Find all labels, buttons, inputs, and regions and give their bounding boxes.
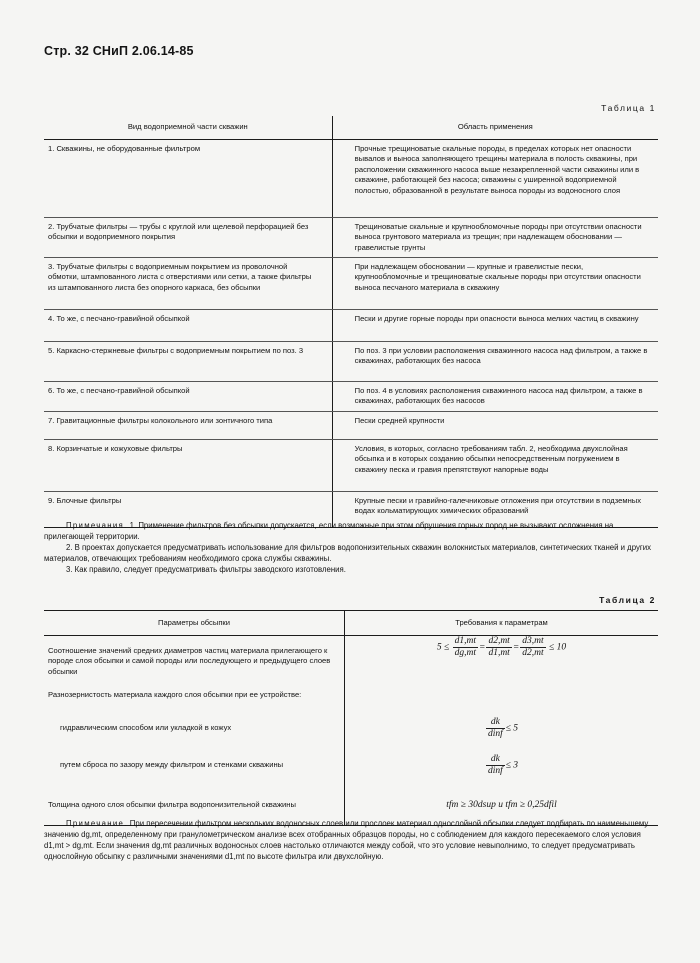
table-row <box>44 140 658 218</box>
requirement-formula-1: 5 ≤ $\frac{d1,mt}{dg,mt}$ = $\frac{d2,mt}{d1,mt}$ = $\frac{d3,mt}{d2,mt}$ ≤ 10 <box>436 636 567 658</box>
application-cell: При надлежащем обосновании — крупные и гравелистые пески, крупнообломочные и трещиноватые скальные породы при отсутствии опасности выноса песчаного материала в скважину <box>332 258 658 310</box>
filter-type-cell: 3. Трубчатые фильтры с водоприемным покрытием из проволочной обмотки, штампованного листа с отверстиями или сетки, а также фильтры из штампованного листа без опорного каркаса, без обсыпки <box>44 258 332 310</box>
table2-note <box>44 818 658 862</box>
table1 <box>44 116 658 528</box>
table-row <box>44 342 658 382</box>
application-cell: Трещиноватые скальные и крупнообломочные породы при отсутствии опасности выноса грунтового материала из трещин; при надлежащем обосновании — гравелистые грунты <box>332 218 658 258</box>
param-cell: Толщина одного слоя обсыпки фильтра водопонизительной скважины <box>44 786 345 826</box>
note-label: Примечание. <box>66 819 128 828</box>
application-cell: Пески и другие горные породы при опасности выноса мелких частиц в скважину <box>332 310 658 342</box>
param-cell: гидравлическим способом или укладкой в кожух <box>44 712 345 746</box>
filter-type-cell: 7. Гравитационные фильтры колокольного или зонтичного типа <box>44 412 332 440</box>
table1-col1-header: Вид водоприемной части скважин <box>44 116 332 140</box>
table1-col2-header: Область применения <box>332 116 658 140</box>
filter-type-cell: 1. Скважины, не оборудованные фильтром <box>44 140 332 218</box>
table2 <box>44 610 658 826</box>
requirement-formula-3: $\frac{dk}{\text{dinf}}$ ≤ 3 <box>487 754 519 776</box>
param-cell: Соотношение значений средних диаметров частиц материала прилегающего к породе слоя обсыпки и самой породы или последующего и предыдущего слоев обсыпки <box>44 636 345 684</box>
filter-type-cell: 5. Каркасно-стержневые фильтры с водоприемным покрытием по поз. 3 <box>44 342 332 382</box>
application-cell: Прочные трещиноватые скальные породы, в пределах которых нет опасности вывалов и выноса заполняющего трещины материала в полость скважины, при расположении скважинного насоса выше незакрепленной части скважины или в скважине, работающей без насоса; скважины с уширенной водоприемной полостью, образованной в результате выноса породы из водоносного слоя <box>332 140 658 218</box>
application-cell: Условия, в которых, согласно требованиям табл. 2, необходима двухслойная обсыпка и в которых созданию обсыпки непосредственным погружением в скважину песка и гравия препятствуют напорные воды <box>332 440 658 492</box>
note-1 <box>44 520 658 542</box>
notes-label: Примечания. <box>66 521 128 530</box>
table-row <box>44 440 658 492</box>
filter-type-cell: 4. То же, с песчано-гравийной обсыпкой <box>44 310 332 342</box>
table-row <box>44 636 658 684</box>
application-cell: Пески средней крупности <box>332 412 658 440</box>
filter-type-cell: 8. Корзинчатые и кожуховые фильтры <box>44 440 332 492</box>
requirement-formula-4: tfm ≥ 30dsup и tfm ≥ 0,25dfil <box>345 786 659 826</box>
note-2: 2. В проектах допускается предусматривать использование для фильтров водопонизительных скважин волокнистых материалов, синтетических тканей и других материалов, отвечающих требованиям необходимого срока службы скважины. <box>44 543 651 563</box>
filter-type-cell: 2. Трубчатые фильтры — трубы с круглой или щелевой перфорацией без обсыпки и водоприемного покрытия <box>44 218 332 258</box>
requirement-formula-2: $\frac{dk}{\text{dinf}}$ ≤ 5 <box>487 717 519 739</box>
table-row <box>44 746 658 786</box>
table1-caption: Таблица 1 <box>601 103 656 113</box>
note-1-text: 1. Применение фильтров без обсыпки допускается, если возможные при этом обрушения горных пород не вызывают осложнения на прилегающей территории. <box>44 521 614 541</box>
filter-type-cell: 6. То же, с песчано-гравийной обсыпкой <box>44 382 332 412</box>
table-row <box>44 258 658 310</box>
application-cell: По поз. 3 при условии расположения скважинного насоса над фильтром, а также в скважинах, работающих без насоса <box>332 342 658 382</box>
table-row <box>44 712 658 746</box>
page-header: Стр. 32 СНиП 2.06.14-85 <box>44 44 194 58</box>
note-text: При пересечении фильтром нескольких водоносных слоев или прослоек материал однослойной обсыпки следует подбирать по наименьшему значению dg,mt, определенному при гранулометрическом анализе всех отобранных образцов породы, но с соблюдением для каждого пересекаемого слоя условия d1,mt > dg,mt. Если значения dg,mt различных водоносных слоев настолько отличаются между собой, что это условие невыполнимо, то следует предусматривать однослойную обсыпку с различными значениями d1,mt по высоте фильтра или двухслойную. <box>44 819 649 861</box>
table-row <box>44 218 658 258</box>
filter-type-cell: 9. Блочные фильтры <box>44 492 332 528</box>
table-row <box>44 310 658 342</box>
table1-header-row <box>44 116 658 140</box>
table2-col1-header: Параметры обсыпки <box>44 611 345 636</box>
table-row <box>44 382 658 412</box>
note-3: 3. Как правило, следует предусматривать фильтры заводского изготовления. <box>66 565 346 574</box>
param-cell: Разнозернистость материала каждого слоя обсыпки при ее устройстве: <box>44 684 345 712</box>
table-row <box>44 412 658 440</box>
param-cell: путем сброса по зазору между фильтром и стенками скважины <box>44 746 345 786</box>
table1-notes <box>44 520 658 575</box>
application-cell: Крупные пески и гравийно-галечниковые отложения при отсутствии в подземных водах кольматирующих химических образований <box>332 492 658 528</box>
table-row <box>44 684 658 712</box>
table2-header-row <box>44 611 658 636</box>
table2-caption: Таблица 2 <box>599 595 656 605</box>
table2-col2-header: Требования к параметрам <box>345 611 659 636</box>
application-cell: По поз. 4 в условиях расположения скважинного насоса над фильтром, а также в скважинах, работающих без насосов <box>332 382 658 412</box>
